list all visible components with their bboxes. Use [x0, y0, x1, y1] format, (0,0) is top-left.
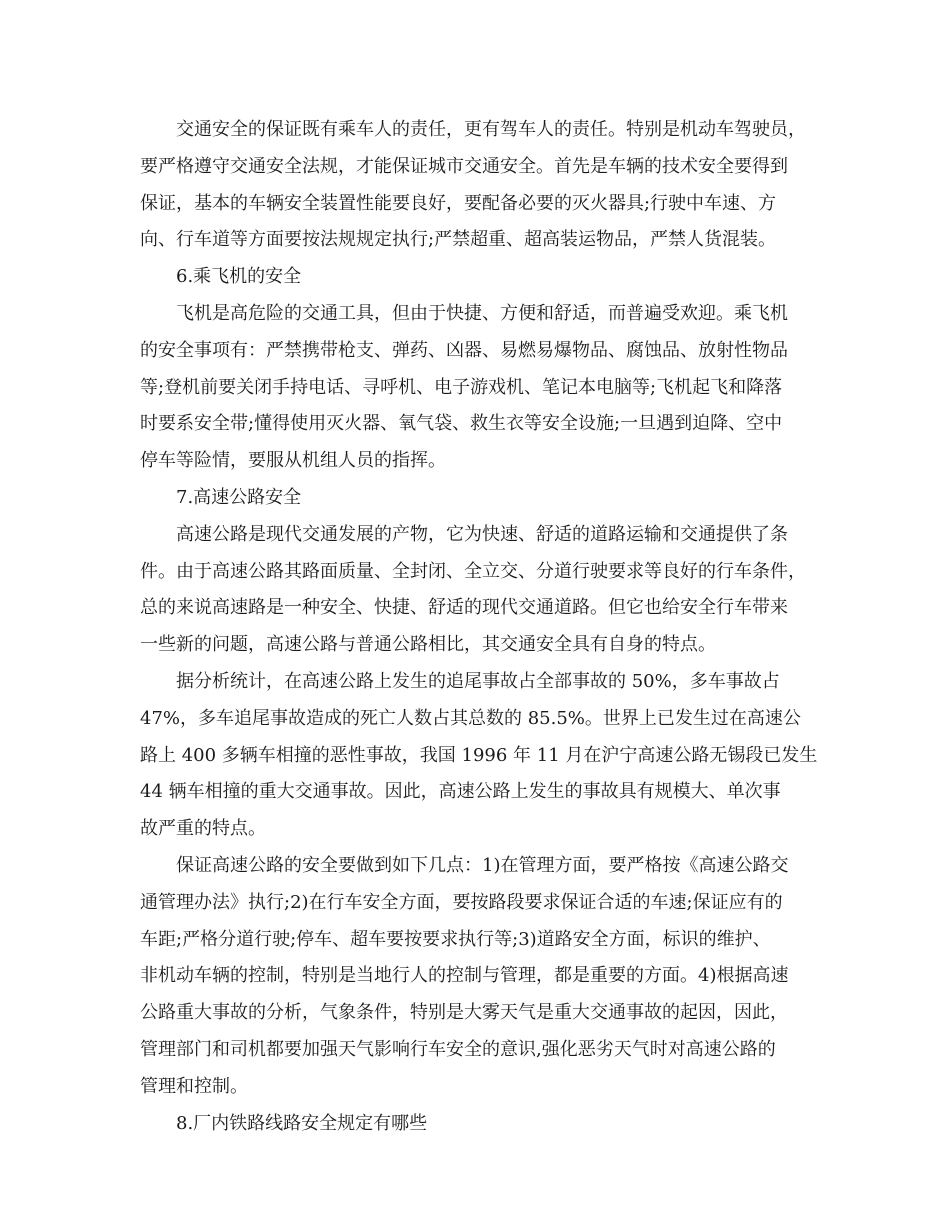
text-line: 非机动车辆的控制，特别是当地行人的控制与管理，都是重要的方面。4)根据高速 [140, 965, 789, 987]
text-line: 件。由于高速公路其路面质量、全封闭、全立交、分道行驶要求等良好的行车条件， [140, 560, 806, 582]
paragraph-expressway-measures [140, 848, 810, 1106]
text-line: 47%，多车追尾事故造成的死亡人数占其总数的 85.5%。世界上已发生过在高速公 [140, 707, 801, 729]
text-line: 时要系安全带;懂得使用灭火器、氧气袋、救生衣等安全设施;一旦遇到迫降、空中 [140, 413, 783, 435]
text-line: 保证，基本的车辆安全装置性能要良好，要配备必要的灭火器具;行驶中车速、方 [140, 192, 777, 214]
text-line: 向、行车道等方面要按法规规定执行;严禁超重、超高装运物品，严禁人货混装。 [140, 229, 777, 251]
text-line: 一些新的问题，高速公路与普通公路相比，其交通安全具有自身的特点。 [140, 634, 716, 656]
text-line: 停车等险情，要服从机组人员的指挥。 [140, 450, 446, 472]
paragraph-flight-safety [140, 296, 810, 480]
text-line: 公路重大事故的分析，气象条件，特别是大雾天气是重大交通事故的起因，因此， [140, 1002, 788, 1024]
paragraph-expressway-intro [140, 517, 810, 664]
text-line: 要严格遵守交通安全法规，才能保证城市交通安全。首先是车辆的技术安全要得到 [140, 155, 788, 177]
text-line: 故严重的特点。 [140, 818, 266, 840]
paragraph-expressway-statistics [140, 664, 818, 848]
text-line: 管理和控制。 [140, 1075, 248, 1097]
text-line: 等;登机前要关闭手持电话、寻呼机、电子游戏机、笔记本电脑等;飞机起飞和降落 [140, 376, 783, 398]
text-line: 据分析统计，在高速公路上发生的追尾事故占全部事故的 50%，多车事故占 [176, 670, 780, 692]
text-line: 飞机是高危险的交通工具，但由于快捷、方便和舒适，而普遍受欢迎。乘飞机 [176, 302, 788, 324]
text-line: 交通安全的保证既有乘车人的责任，更有驾车人的责任。特别是机动车驾驶员， [176, 119, 806, 140]
text-line: 管理部门和司机都要加强天气影响行车安全的意识,强化恶劣天气时对高速公路的 [140, 1038, 776, 1060]
text-line: 44 辆车相撞的重大交通事故。因此，高速公路上发生的事故具有规模大、单次事 [140, 781, 781, 803]
text-line: 保证高速公路的安全要做到如下几点：1)在管理方面，要严格按《高速公路交 [176, 854, 789, 876]
document-page [140, 112, 818, 1142]
text-line: 的安全事项有：严禁携带枪支、弹药、凶器、易燃易爆物品、腐蚀品、放射性物品 [140, 339, 788, 361]
text-line: 通管理办法》执行;2)在行车安全方面，要按路段要求保证合适的车速;保证应有的 [140, 891, 783, 913]
text-line: 高速公路是现代交通发展的产物，它为快速、舒适的道路运输和交通提供了条 [176, 523, 788, 545]
section-heading-expressway-safety: 7.高速公路安全 [176, 486, 302, 508]
section-heading-flight-safety: 6.乘飞机的安全 [176, 266, 302, 288]
text-line: 总的来说高速路是一种安全、快捷、舒适的现代交通道路。但它也给安全行车带来 [140, 597, 788, 619]
text-line: 车距;严格分道行驶;停车、超车要按要求执行等;3)道路安全方面，标识的维护、 [140, 928, 771, 950]
text-line: 路上 400 多辆车相撞的恶性事故，我国 1996 年 11 月在沪宁高速公路无锡段已发生 [140, 744, 818, 766]
section-heading-railway-rules: 8.厂内铁路线路安全规定有哪些 [176, 1112, 428, 1134]
paragraph-driver-responsibility [140, 112, 810, 259]
